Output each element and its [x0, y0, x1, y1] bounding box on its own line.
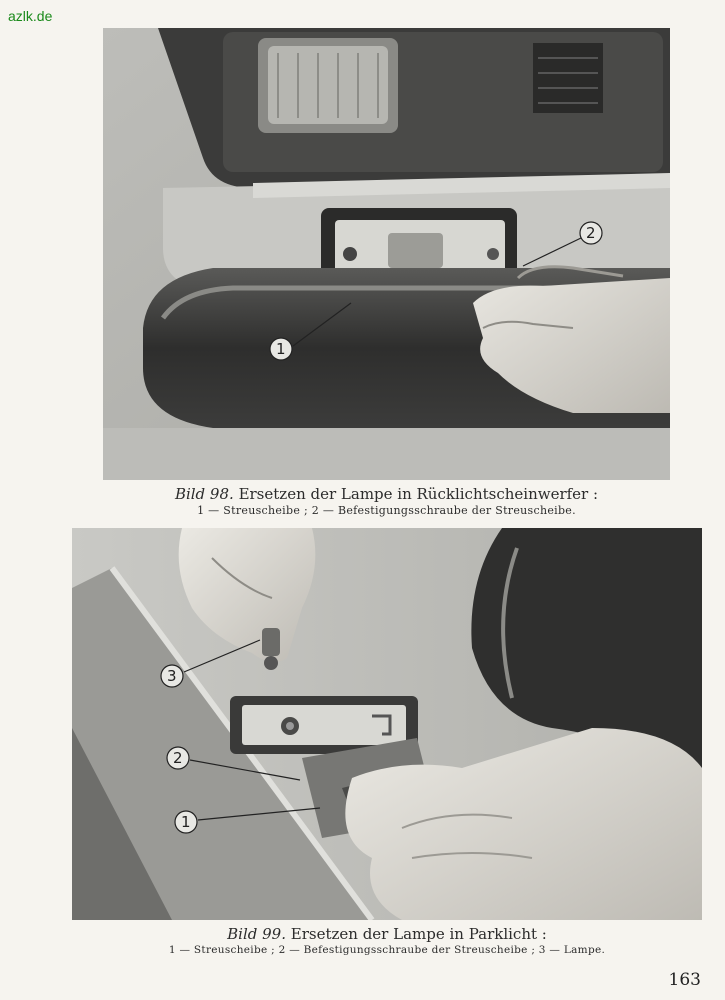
svg-text:2: 2	[173, 749, 183, 767]
site-watermark: azlk.de	[8, 8, 53, 24]
figure-98-legend: 1 — Streuscheibe ; 2 — Befestigungsschraube der Streuscheibe.	[197, 504, 576, 517]
figure-98-photo	[103, 28, 670, 480]
figure-99-number: Bild 99.	[227, 925, 286, 943]
svg-text:1: 1	[276, 340, 286, 358]
figure-98-caption	[103, 485, 670, 518]
svg-text:3: 3	[167, 667, 177, 685]
figure-99-photo	[72, 528, 702, 920]
svg-text:1: 1	[181, 813, 191, 831]
figure-98-title-text: Ersetzen der Lampe in Rücklichtscheinwerfer :	[238, 485, 599, 503]
figure-99-caption	[72, 925, 702, 958]
figure-99-caption-title	[72, 925, 702, 943]
figure-99-title-text: Ersetzen der Lampe in Parklicht :	[290, 925, 547, 943]
figure-98-number: Bild 98.	[174, 485, 234, 503]
figure-98-caption-title	[103, 485, 670, 503]
page-number: 163	[668, 970, 701, 990]
figure-99-legend: 1 — Streuscheibe ; 2 — Befestigungsschraube der Streuscheibe ; 3 — Lampe.	[168, 944, 606, 956]
svg-text:2: 2	[586, 224, 596, 242]
